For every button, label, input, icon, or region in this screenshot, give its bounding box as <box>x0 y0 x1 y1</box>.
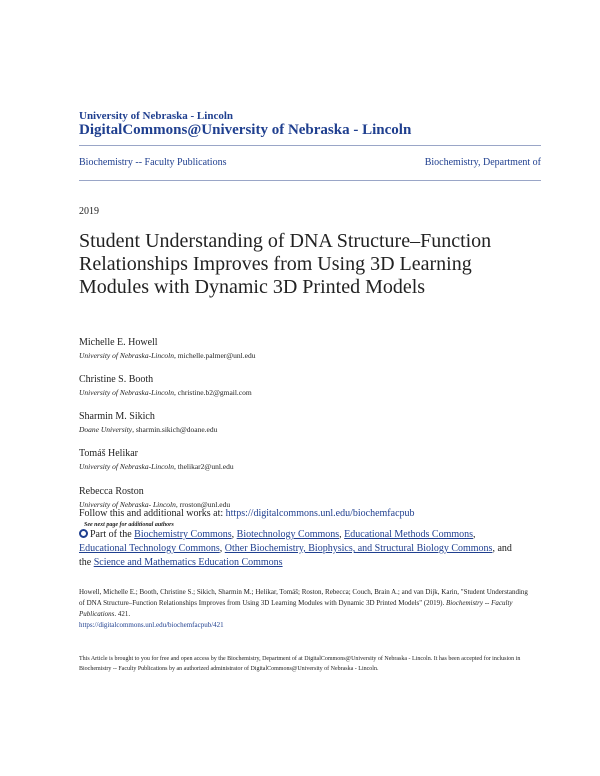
access-notice: This Article is brought to you for free and open access by the Biochemistry, Department of at DigitalCommons@University of Nebraska - Lincoln. It has been accepted for inclusion in Biochemistry -- Faculty Publications by an authorized administrator of DigitalCommons@University of Nebraska - Lincoln. <box>79 656 521 672</box>
separator: , <box>339 529 345 540</box>
collection-link[interactable]: Biochemistry -- Faculty Publications <box>79 157 227 168</box>
author-name: Sharmin M. Sikich <box>79 411 155 422</box>
part-of-prefix: Part of the <box>90 529 135 540</box>
commons-link[interactable]: Other Biochemistry, Biophysics, and Structural Biology Commons <box>224 543 493 554</box>
article-title: Student Understanding of DNA Structure–Function Relationships Improves from Using 3D Learning Modules with Dynamic 3D Printed Models <box>79 230 492 298</box>
commons-link[interactable]: Science and Mathematics Education Commons <box>93 557 283 568</box>
author-email: , michelle.palmer@unl.edu <box>174 351 256 360</box>
author-entry <box>79 411 217 434</box>
part-of-commons <box>79 528 519 570</box>
author-entry <box>79 486 230 509</box>
header-divider <box>79 145 541 146</box>
author-email: , rroston@unl.edu <box>175 500 231 509</box>
see-more-authors[interactable]: See next page for additional authors <box>84 522 174 528</box>
author-name: Michelle E. Howell <box>79 337 158 348</box>
commons-link[interactable]: Biotechnology Commons <box>236 529 340 540</box>
commons-link[interactable]: Educational Methods Commons <box>344 529 474 540</box>
author-affiliation: University of Nebraska- Lincoln <box>79 500 176 509</box>
citation-url-link[interactable]: https://digitalcommons.unl.edu/biochemfacpub/421 <box>79 621 224 629</box>
author-entry <box>79 448 234 471</box>
follow-line <box>79 508 415 519</box>
recommended-citation <box>79 587 529 631</box>
commons-link[interactable]: Biochemistry Commons <box>134 529 232 540</box>
follow-prefix: Follow this and additional works at: <box>79 508 226 519</box>
author-affiliation: Doane University <box>79 425 133 434</box>
author-email: , sharmin.sikich@doane.edu <box>132 425 218 434</box>
department-link[interactable]: Biochemistry, Department of <box>424 157 541 168</box>
author-affiliation: University of Nebraska-Lincoln <box>79 462 174 471</box>
author-affiliation: University of Nebraska-Lincoln <box>79 351 174 360</box>
separator: , <box>231 529 237 540</box>
author-affiliation: University of Nebraska-Lincoln <box>79 388 174 397</box>
collection-divider <box>79 180 541 181</box>
separator: , and the <box>79 543 512 568</box>
publication-year: 2019 <box>79 206 99 217</box>
author-name: Rebecca Roston <box>79 486 144 497</box>
commons-link[interactable]: Educational Technology Commons <box>79 543 220 554</box>
separator: , <box>219 543 225 554</box>
repository-name[interactable]: DigitalCommons@University of Nebraska - Lincoln <box>79 122 412 138</box>
author-entry <box>79 337 255 360</box>
author-email: , thelikar2@unl.edu <box>174 462 234 471</box>
open-access-icon <box>79 529 88 538</box>
separator: , <box>473 529 476 540</box>
author-entry <box>79 374 252 397</box>
author-name: Christine S. Booth <box>79 374 154 385</box>
author-email: , christine.b2@gmail.com <box>174 388 252 397</box>
follow-url-link[interactable]: https://digitalcommons.unl.edu/biochemfacpub <box>225 508 415 519</box>
citation-text: Howell, Michelle E.; Booth, Christine S.; Sikich, Sharmin M.; Helikar, Tomáš; Roston, Rebecca; Couch, Brain A.; and van Dijk, Karin, "Student Understanding of DNA Structure–Function Relationships Improves from Using 3D Learning Modules with Dynamic 3D Printed Models" (2019). <box>79 588 528 607</box>
institution-name[interactable]: University of Nebraska - Lincoln <box>79 110 233 122</box>
citation-series: Biochemistry -- Faculty Publications <box>79 599 513 618</box>
citation-number: . 421. <box>114 610 131 618</box>
author-name: Tomáš Helikar <box>79 448 139 459</box>
